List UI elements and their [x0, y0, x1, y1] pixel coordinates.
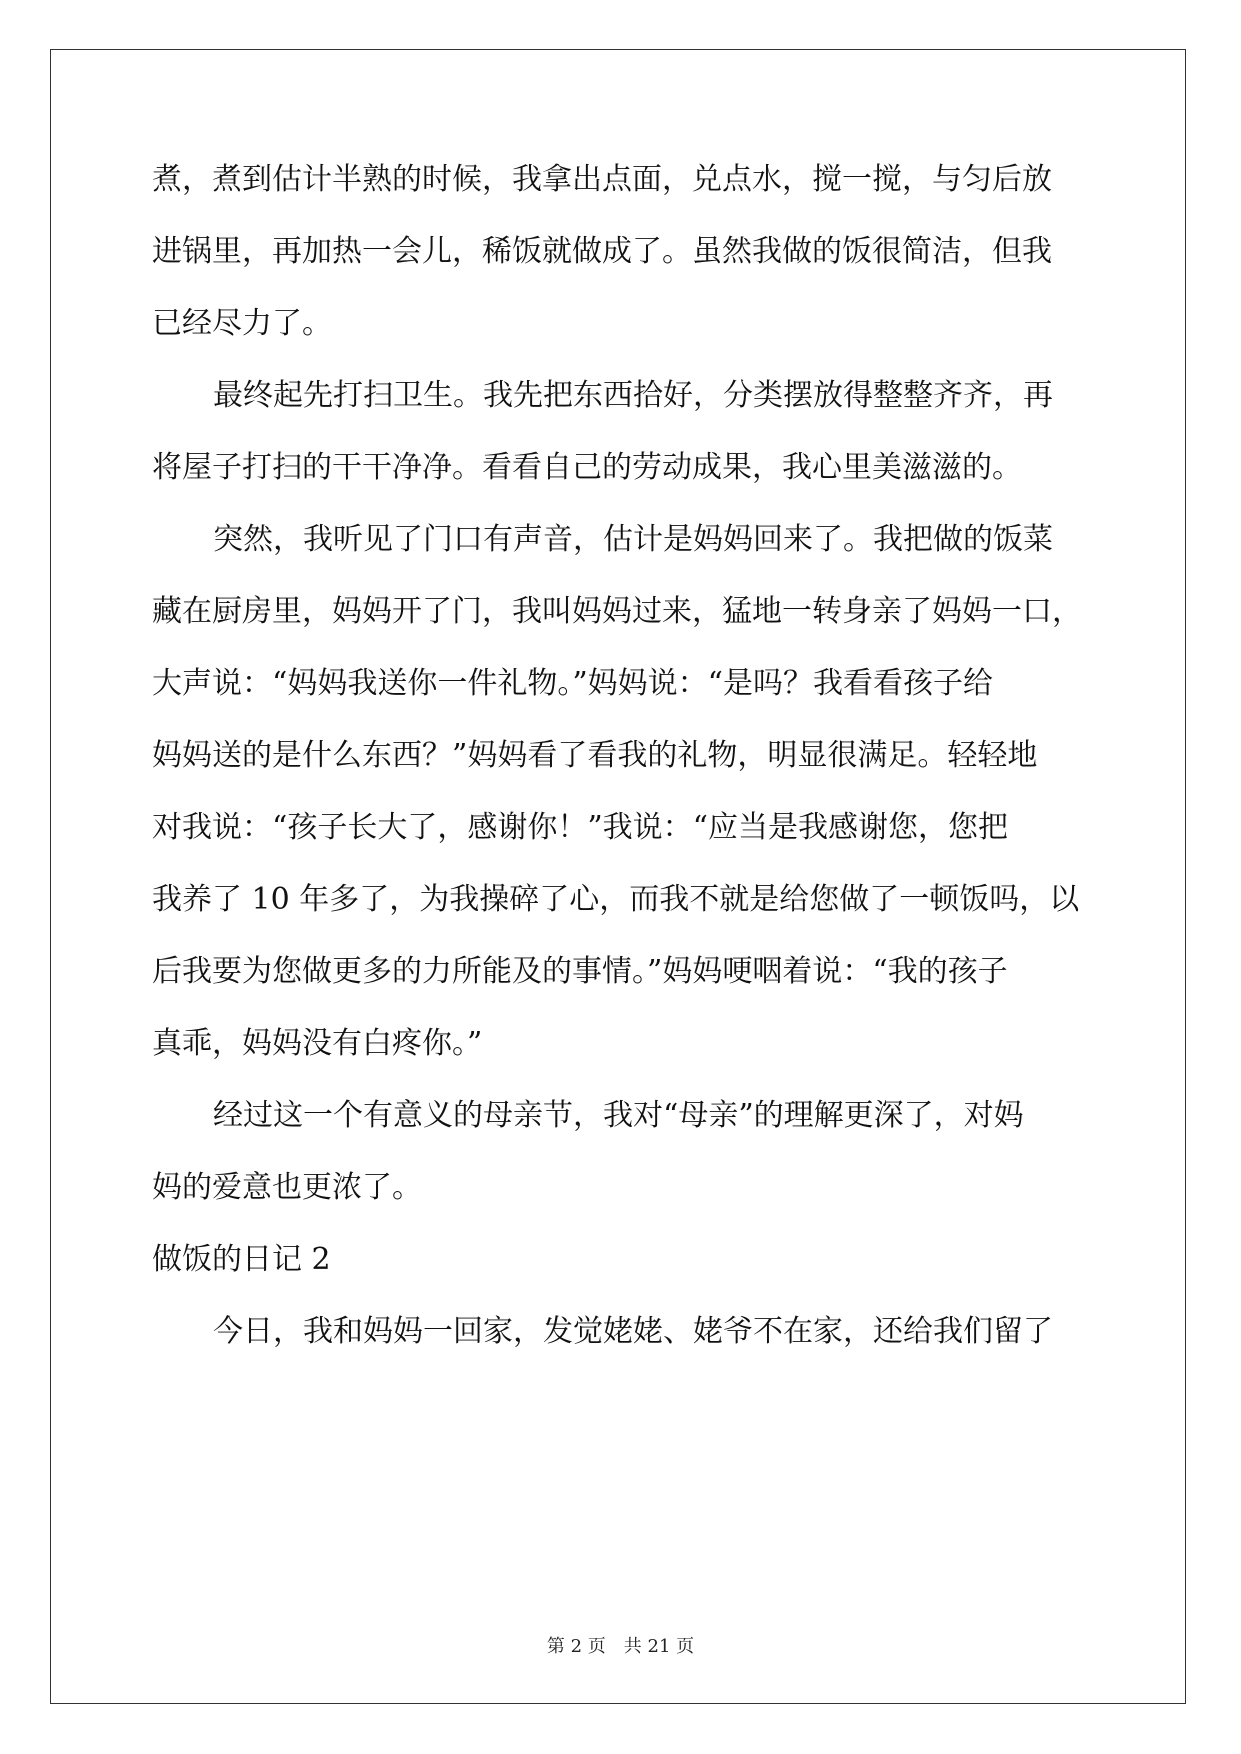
page-frame [50, 49, 1186, 1704]
text-line: 妈妈送的是什么东西？”妈妈看了看我的礼物，明显很满足。轻轻地 [152, 738, 1038, 773]
page-footer: 第 2 页 共 21 页 [546, 1636, 695, 1657]
text-line: 大声说：“妈妈我送你一件礼物。”妈妈说：“是吗？我看看孩子给 [152, 666, 994, 701]
text-line: 进锅里，再加热一会儿，稀饭就做成了。虽然我做的饭很简洁，但我 [152, 234, 1052, 269]
text-line: 妈的爱意也更浓了。 [152, 1170, 422, 1205]
text-line: 煮，煮到估计半熟的时候，我拿出点面，兑点水，搅一搅，与匀后放 [152, 162, 1052, 197]
text-line: 我养了 10 年多了，为我操碎了心，而我不就是给您做了一顿饭吗，以 [152, 882, 1080, 917]
paragraph-start-line: 经过这一个有意义的母亲节，我对“母亲”的理解更深了，对妈 [213, 1098, 1024, 1133]
text-line: 真乖，妈妈没有白疼你。” [152, 1026, 483, 1061]
paragraph-start-line: 突然，我听见了门口有声音，估计是妈妈回来了。我把做的饭菜 [213, 522, 1053, 557]
section-title: 做饭的日记 2 [152, 1242, 331, 1277]
text-line: 后我要为您做更多的力所能及的事情。”妈妈哽咽着说：“我的孩子 [152, 954, 1008, 989]
text-line: 对我说：“孩子长大了，感谢你！”我说：“应当是我感谢您，您把 [152, 810, 1009, 845]
paragraph-start-line: 今日，我和妈妈一回家，发觉姥姥、姥爷不在家，还给我们留了 [213, 1314, 1053, 1349]
text-line: 已经尽力了。 [152, 306, 332, 341]
text-line: 将屋子打扫的干干净净。看看自己的劳动成果，我心里美滋滋的。 [152, 450, 1022, 485]
paragraph-start-line: 最终起先打扫卫生。我先把东西拾好，分类摆放得整整齐齐，再 [213, 378, 1053, 413]
text-line: 藏在厨房里，妈妈开了门，我叫妈妈过来，猛地一转身亲了妈妈一口， [152, 594, 1082, 629]
